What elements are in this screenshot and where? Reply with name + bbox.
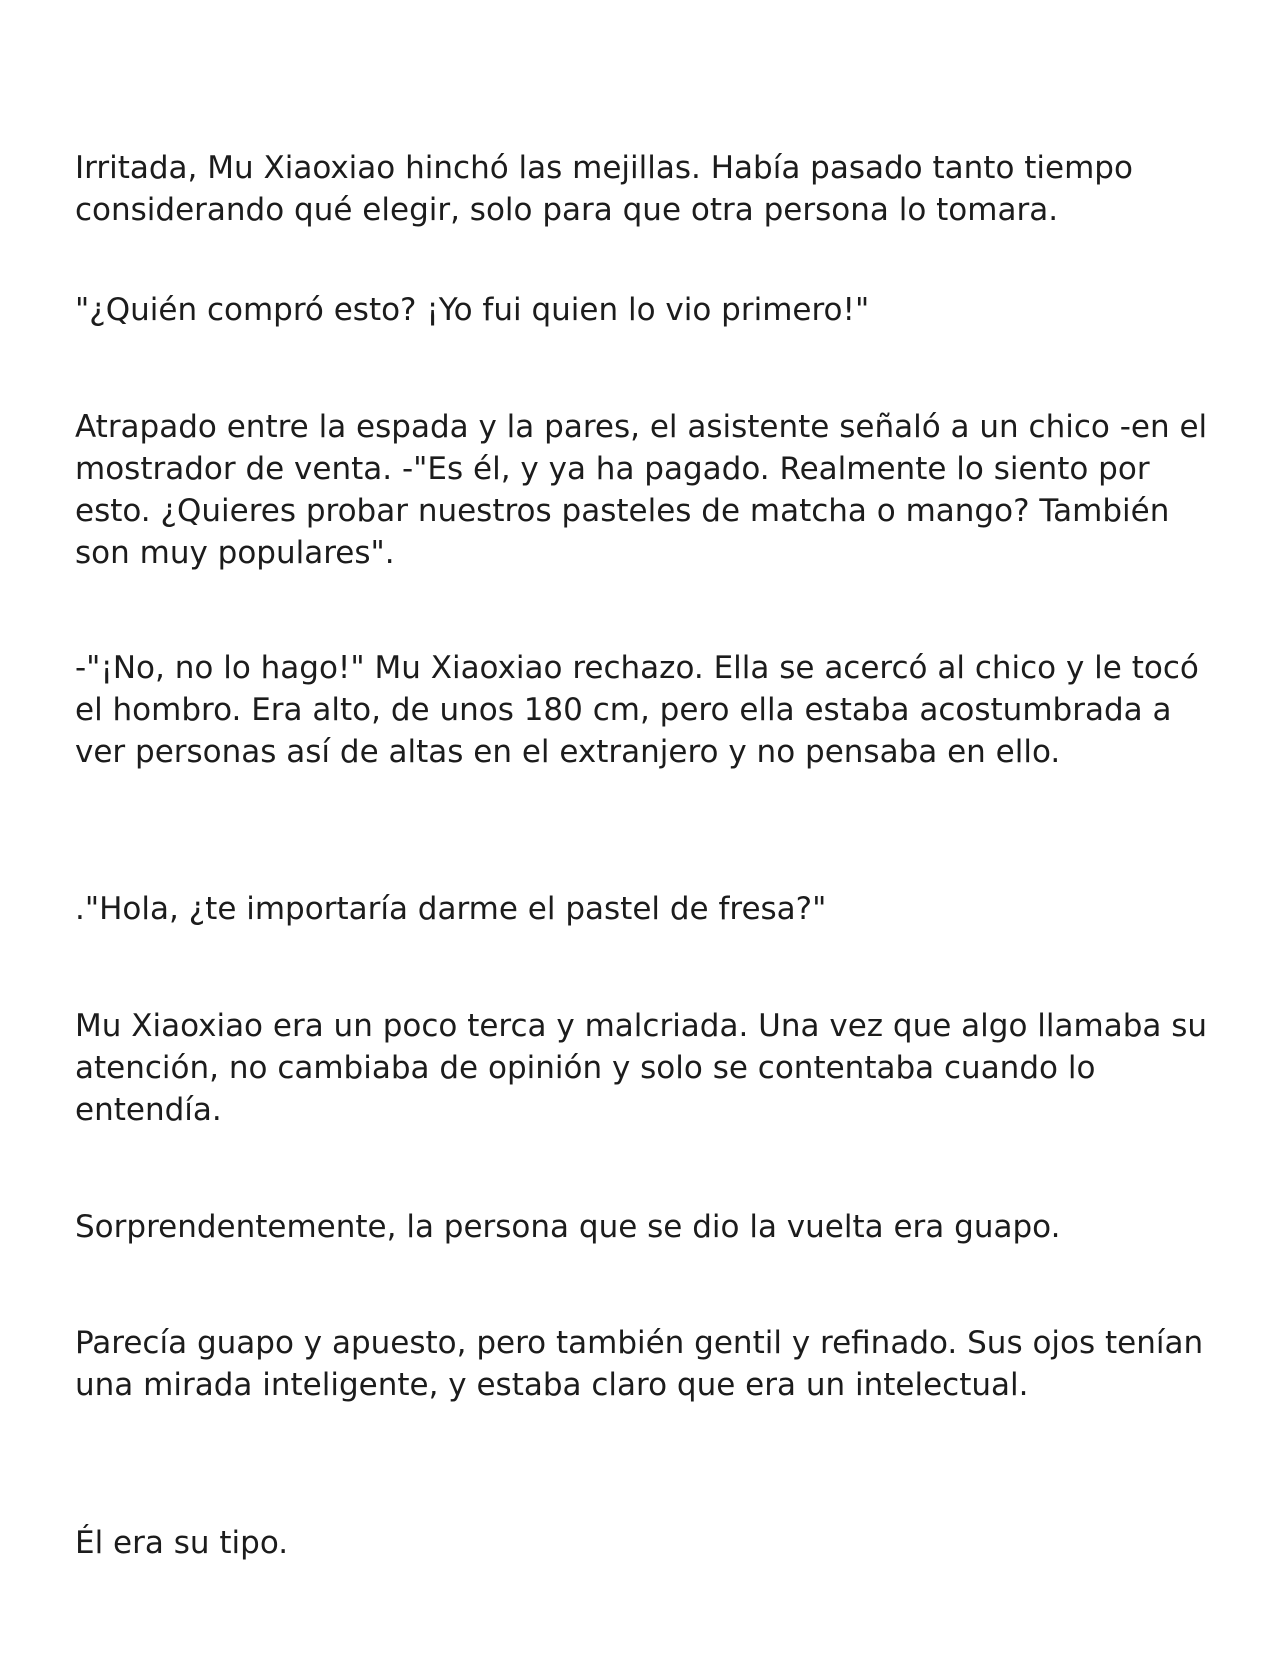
paragraph: Él era su tipo. <box>75 1525 289 1561</box>
paragraph: Irritada, Mu Xiaoxiao hinchó las mejillas. Había pasado tanto tiempo considerando qué elegir, solo para que otra persona lo tomara. <box>75 150 1133 228</box>
paragraph: ."Hola, ¿te importaría darme el pastel de fresa?" <box>75 891 827 927</box>
paragraph: -"¡No, no lo hago!" Mu Xiaoxiao rechazo. Ella se acercó al chico y le tocó el hombro. Era alto, de unos 180 cm, pero ella estaba acostumbrada a ver personas así de altas en el extranjero y no pensaba en ello. <box>75 650 1199 770</box>
paragraph: Mu Xiaoxiao era un poco terca y malcriada. Una vez que algo llamaba su atención, no cambiaba de opinión y solo se contentaba cuando lo entendía. <box>75 1008 1208 1128</box>
paragraph: Parecía guapo y apuesto, pero también gentil y refinado. Sus ojos tenían una mirada inteligente, y estaba claro que era un intelectual. <box>75 1325 1204 1403</box>
paragraph: Atrapado entre la espada y la pares, el asistente señaló a un chico -en el mostrador de venta. -"Es él, y ya ha pagado. Realmente lo siento por esto. ¿Quieres probar nuestros pasteles de matcha o mango? También son muy populares". <box>75 409 1208 571</box>
paragraph: Sorprendentemente, la persona que se dio la vuelta era guapo. <box>75 1209 1061 1245</box>
paragraph: "¿Quién compró esto? ¡Yo fui quien lo vio primero!" <box>75 292 870 328</box>
